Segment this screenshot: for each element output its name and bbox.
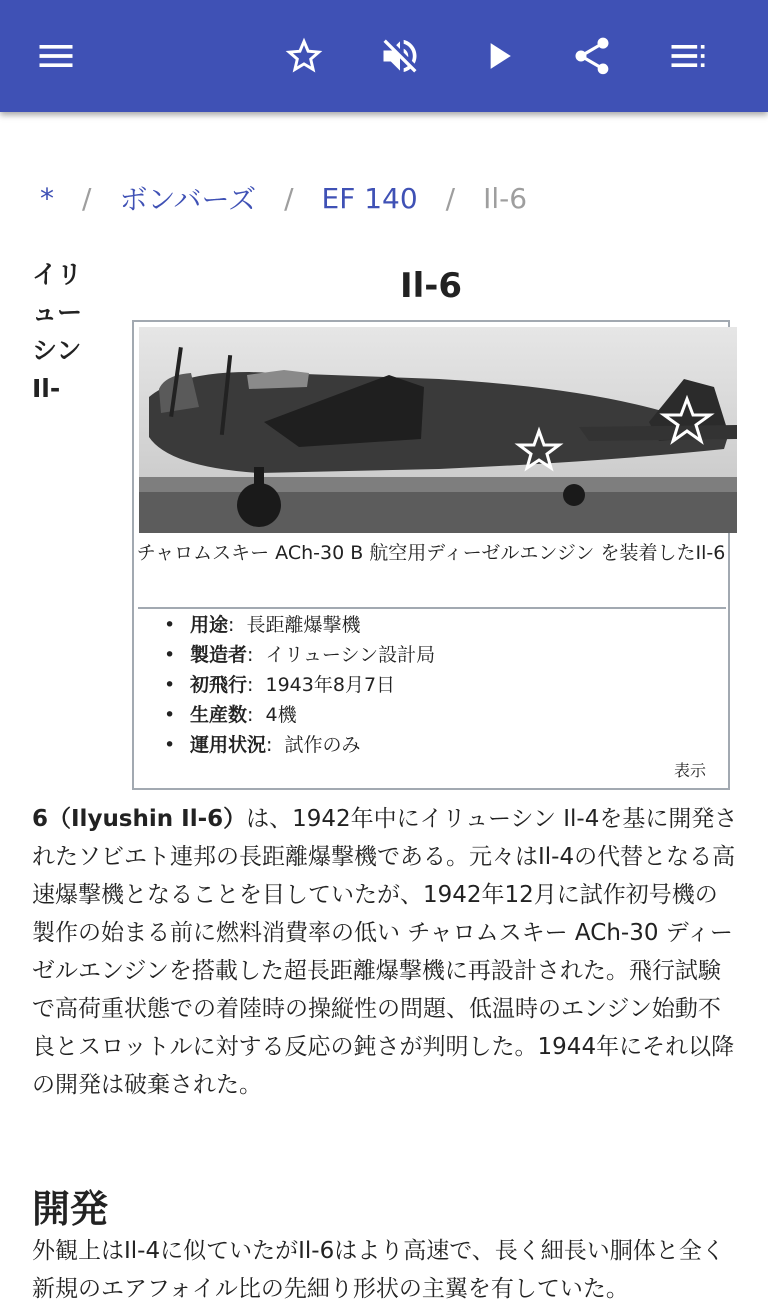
page-title-line: イリ [32, 260, 83, 289]
spec-key: 用途 [190, 614, 229, 636]
volume-off-icon [378, 34, 422, 78]
aircraft-image [139, 327, 737, 533]
spec-key: 生産数 [190, 704, 248, 726]
bookmark-button[interactable] [272, 24, 336, 88]
contents-button[interactable] [656, 24, 720, 88]
breadcrumb-separator: / [82, 181, 92, 215]
breadcrumb-separator: / [284, 181, 294, 215]
show-more-link[interactable]: 表示 [673, 761, 706, 780]
share-icon [570, 34, 614, 78]
breadcrumb-separator: / [445, 181, 456, 215]
spec-item: • 用途: 長距離爆撃機 [164, 610, 435, 640]
spec-value: 1943年8月7日 [265, 674, 396, 696]
section-heading: 開発 [32, 1187, 109, 1231]
breadcrumb-item-home[interactable]: * [40, 181, 54, 215]
spec-item: • 生産数: 4機 [164, 700, 435, 730]
infobox [132, 320, 730, 790]
section-paragraph: 外観上はIl-4に似ていたがIl-6はより高速で、長く細長い胴体と全く新規のエアフォイル比の先細り形状の主翼を有していた。 [32, 1238, 725, 1302]
image-caption: チャロムスキー ACh-30 B 航空用ディーゼルエンジン を装着したIl-6 [136, 542, 726, 564]
spec-key: 運用状況 [190, 734, 267, 756]
play-button[interactable] [466, 24, 530, 88]
spec-key: 初飛行 [190, 674, 248, 696]
page-title-line: シン [32, 336, 82, 365]
spec-value: 長距離爆撃機 [246, 614, 361, 636]
page-title [32, 256, 92, 408]
playlist-icon [666, 34, 710, 78]
spec-item: • 製造者: イリューシン設計局 [164, 640, 435, 670]
app-toolbar [0, 0, 768, 112]
aircraft-photo[interactable] [139, 327, 737, 533]
spec-key: 製造者 [190, 644, 248, 666]
menu-button[interactable] [24, 24, 88, 88]
mute-button[interactable] [368, 24, 432, 88]
page-title-line: Il- [32, 374, 61, 403]
spec-value: イリューシン設計局 [265, 644, 436, 666]
play-icon [476, 34, 520, 78]
article-intro-text: は、1942年中にイリューシン Il-4を基に開発されたソビエト連邦の長距離爆撃機である。元々はIl-4の代替となる高速爆撃機となることを目していたが、1942年12月に試作初号機の製作の始まる前に燃料消費率の低い チャロムスキー ACh-30 ディーゼルエンジンを搭載した超長距離爆撃機に再設計された。飛行試験で高荷重状態での着陸時の操縦性の問題、低温時のエンジン始動不良とスロットルに対する反応の鈍さが判明した。1944年にそれ以降の開発は破棄された。 [32, 806, 738, 1098]
breadcrumb-item-bombers[interactable]: ボンバーズ [119, 183, 257, 216]
breadcrumb [40, 178, 527, 218]
spec-item: • 初飛行: 1943年8月7日 [164, 670, 435, 700]
star-icon [282, 34, 326, 78]
spec-value: 試作のみ [284, 734, 361, 756]
menu-icon [34, 34, 78, 78]
page-title-line: ュー [32, 298, 83, 327]
infobox-divider [138, 607, 726, 609]
spec-list [164, 610, 435, 760]
share-button[interactable] [560, 24, 624, 88]
infobox-title: Il-6 [399, 266, 463, 306]
spec-item: • 運用状況: 試作のみ [164, 730, 435, 760]
breadcrumb-item-ef140[interactable]: EF 140 [321, 181, 418, 215]
breadcrumb-current: Il-6 [483, 181, 528, 215]
article-subject: 6（Ilyushin Il-6） [32, 806, 247, 832]
spec-value: 4機 [265, 704, 297, 726]
article-intro [32, 800, 740, 1104]
